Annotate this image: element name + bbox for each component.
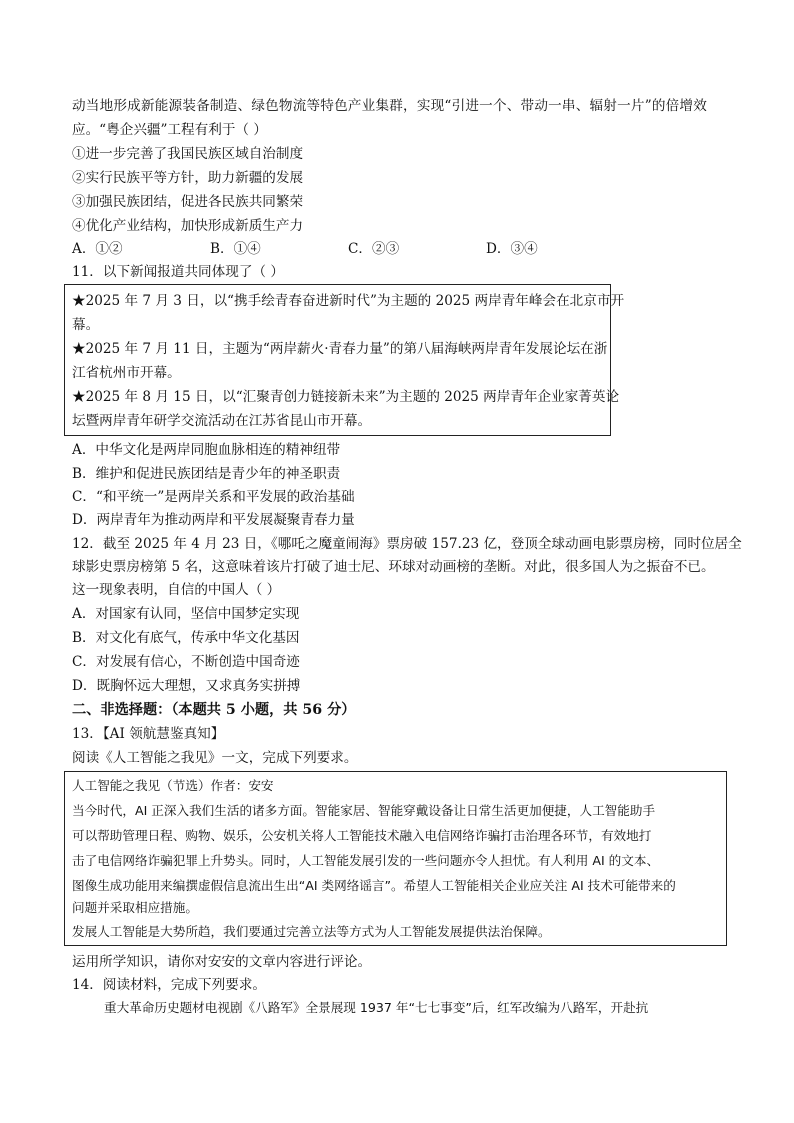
q13-article-box (64, 771, 727, 946)
q10-stem-line1: 动当地形成新能源装备制造、绿色物流等特色产业集群，实现“引进一个、带动一串、辐射一片”的倍增效 (72, 98, 708, 114)
q10-option-c[interactable]: C．②③ (348, 241, 400, 257)
q12-stem-line2: 球影史票房榜第 5 名，这意味着该片打破了迪士尼、环球对动画榜的垄断。对此，很多国人为之振奋不已。 (72, 559, 715, 575)
q13-article-line: 发展人工智能是大势所趋，我们要通过完善立法等方式为人工智能发展提供法治保障。 (72, 924, 551, 939)
q12-option-d[interactable]: D．既胸怀远大理想，又求真务实拼搏 (72, 678, 301, 694)
q10-item-3: ③加强民族团结，促进各民族共同繁荣 (72, 194, 304, 210)
q12-option-b[interactable]: B．对文化有底气，传承中华文化基因 (72, 630, 300, 646)
q10-option-b[interactable]: B．①④ (210, 241, 261, 257)
q13-title: 13．【AI 领航慧鉴真知】 (72, 726, 225, 742)
q11-option-d[interactable]: D．两岸青年为推动两岸和平发展凝聚青春力量 (72, 512, 355, 528)
q10-option-a[interactable]: A．①② (72, 241, 123, 257)
q13-article-line: 图像生成功能用来编撰虚假信息流出生出“AI 类网络谣言”。希望人工智能相关企业应关注 AI 技术可能带来的 (72, 878, 676, 893)
q12-option-c[interactable]: C．对发展有信心，不断创造中国奇迹 (72, 654, 300, 670)
q10-item-4: ④优化产业结构，加快形成新质生产力 (72, 218, 304, 234)
q12-stem-line1: 12．截至 2025 年 4 月 23 日，《哪吒之魔童闹海》票房破 157.23 亿，登顶全球动画电影票房榜，同时位居全 (72, 536, 742, 552)
q11-news-box (64, 284, 625, 436)
q10-option-d[interactable]: D．③④ (486, 241, 538, 257)
q11-stem: 11．以下新闻报道共同体现了（ ） (72, 264, 284, 280)
q12-stem-line3: 这一现象表明，自信的中国人（ ） (72, 582, 281, 598)
q11-option-c[interactable]: C．“和平统一”是两岸关系和平发展的政治基础 (72, 489, 355, 505)
q13-intro: 阅读《人工智能之我见》一文，完成下列要求。 (72, 750, 358, 766)
q13-article-line: 当今时代，AI 正深入我们生活的诸多方面。智能家居、智能穿戴设备让日常生活更加便捷，人工智能助手 (72, 803, 656, 818)
q11-news-line: ★2025 年 7 月 3 日，以“携手绘青春奋进新时代”为主题的 2025 两岸青年峰会在北京市开 (72, 293, 625, 309)
q14-material-line: 重大革命历史题材电视剧《八路军》全景展现 1937 年“七七事变”后，红军改编为八路军，开赴抗 (104, 1000, 649, 1015)
q14-title: 14．阅读材料，完成下列要求。 (72, 977, 267, 993)
q11-option-b[interactable]: B．维护和促进民族团结是青少年的神圣职责 (72, 466, 341, 482)
q11-news-line: ★2025 年 8 月 15 日，以“汇聚青创力链接新未来”为主题的 2025 两岸青年企业家菁英论 (72, 389, 620, 405)
q11-news-line: ★2025 年 7 月 11 日，主题为“两岸薪火·青春力量”的第八届海峡两岸青年发展论坛在浙 (72, 341, 608, 357)
q11-option-a[interactable]: A．中华文化是两岸同胞血脉相连的精神纽带 (72, 442, 341, 458)
q13-article-line: 问题并采取相应措施。 (72, 900, 198, 915)
q11-news-line: 江省杭州市开幕。 (72, 365, 181, 381)
q13-article-line: 人工智能之我见（节选）作者：安安 (72, 778, 274, 793)
q13-requirement: 运用所学知识，请你对安安的文章内容进行评论。 (72, 954, 372, 970)
q10-item-2: ②实行民族平等方针，助力新疆的发展 (72, 170, 304, 186)
q13-article-line: 可以帮助管理日程、购物、娱乐，公安机关将人工智能技术融入电信网络诈骗打击治理各环节，有效地打 (72, 828, 652, 843)
q11-news-line: 坛暨两岸青年研学交流活动在江苏省昆山市开幕。 (72, 413, 372, 429)
q10-stem-line2: 应。“粤企兴疆”工程有利于（ ） (72, 122, 267, 138)
q13-article-line: 击了电信网络诈骗犯罪上升势头。同时，人工智能发展引发的一些问题亦令人担忧。有人利用 AI 的文本、 (72, 853, 660, 868)
q11-news-line: 幕。 (72, 317, 100, 333)
q12-option-a[interactable]: A．对国家有认同，坚信中国梦定实现 (72, 606, 300, 622)
section2-heading: 二、非选择题：（本题共 5 小题，共 56 分） (72, 702, 356, 718)
q10-item-1: ①进一步完善了我国民族区域自治制度 (72, 146, 304, 162)
